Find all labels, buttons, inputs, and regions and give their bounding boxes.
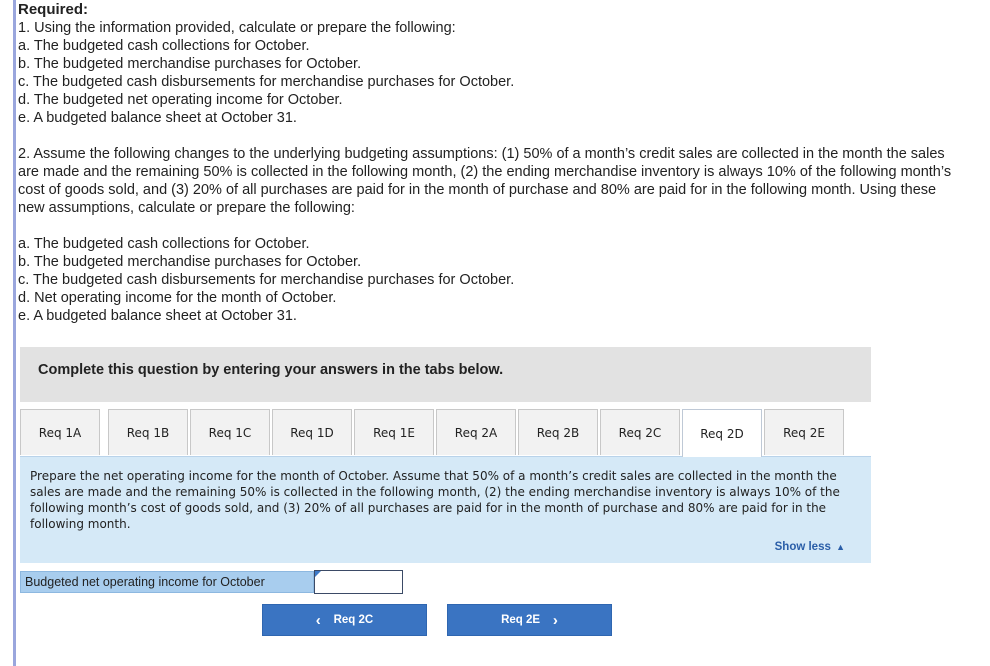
next-req-label: Req 2E (501, 614, 541, 626)
tab-req-1e[interactable]: Req 1E (354, 409, 434, 455)
chevron-left-icon: ‹ (315, 611, 321, 629)
show-less-label: Show less (774, 541, 831, 553)
tab-req-2c[interactable]: Req 2C (600, 409, 680, 455)
q2-item-c: c. The budgeted cash disbursements for merchandise purchases for October. (18, 272, 515, 288)
show-less-link[interactable] (775, 541, 845, 553)
tab-content (20, 457, 871, 563)
q1-item-e: e. A budgeted balance sheet at October 31. (18, 110, 297, 126)
tab-instructions: Prepare the net operating income for the month of October. Assume that 50% of a month’s credit sales are collected in the month the sales are made and the remaining 50% is collected in the following month, (2) the ending merchandise inventory is always 10% of the following month’s cost of goods sold, and (3) 20% of all purchases are paid for in the month of purchase and 80% are paid for in the following month. (30, 469, 840, 531)
tab-req-1a[interactable]: Req 1A (20, 409, 100, 455)
q2-intro: 2. Assume the following changes to the underlying budgeting assumptions: (1) 50% of a month’s credit sales are collected in the month the sales are made and the remaining 50% is collected in the following month, (2) the ending merchandise inventory is always 10% of the following month’s cost of goods sold, and (3) 20% of all purchases are paid for in the month of purchase and 80% are paid for in the following month. Using these new assumptions, calculate or prepare the following: (18, 146, 952, 216)
next-req-button[interactable] (447, 604, 612, 636)
left-accent-bar (13, 0, 16, 666)
prev-req-label: Req 2C (333, 614, 374, 626)
tab-req-1b[interactable]: Req 1B (108, 409, 188, 455)
tab-req-2a[interactable]: Req 2A (436, 409, 516, 455)
net-operating-income-input[interactable] (314, 570, 403, 594)
required-title: Required: (18, 1, 89, 18)
tab-req-2d[interactable]: Req 2D (682, 409, 762, 457)
prev-req-button[interactable] (262, 604, 427, 636)
req-tabs (20, 409, 871, 457)
triangle-up-icon: ▲ (836, 542, 845, 552)
q2-item-b: b. The budgeted merchandise purchases for October. (18, 254, 362, 270)
input-flag-icon (315, 571, 321, 577)
tab-req-1c[interactable]: Req 1C (190, 409, 270, 455)
q1-item-d: d. The budgeted net operating income for October. (18, 92, 343, 108)
q2-item-e: e. A budgeted balance sheet at October 31. (18, 308, 297, 324)
chevron-right-icon: › (552, 611, 558, 629)
q1-item-a: a. The budgeted cash collections for October. (18, 38, 310, 54)
instructions-panel (20, 347, 871, 402)
answer-label: Budgeted net operating income for October (20, 571, 314, 593)
tab-req-2b[interactable]: Req 2B (518, 409, 598, 455)
q2-item-a: a. The budgeted cash collections for October. (18, 236, 310, 252)
panel-text: Complete this question by entering your answers in the tabs below. (38, 362, 504, 378)
tab-req-1d[interactable]: Req 1D (272, 409, 352, 455)
q1-intro: 1. Using the information provided, calculate or prepare the following: (18, 20, 456, 36)
q2-item-d: d. Net operating income for the month of October. (18, 290, 337, 306)
q1-item-b: b. The budgeted merchandise purchases for October. (18, 56, 362, 72)
q1-item-c: c. The budgeted cash disbursements for merchandise purchases for October. (18, 74, 515, 90)
tab-req-2e[interactable]: Req 2E (764, 409, 844, 455)
